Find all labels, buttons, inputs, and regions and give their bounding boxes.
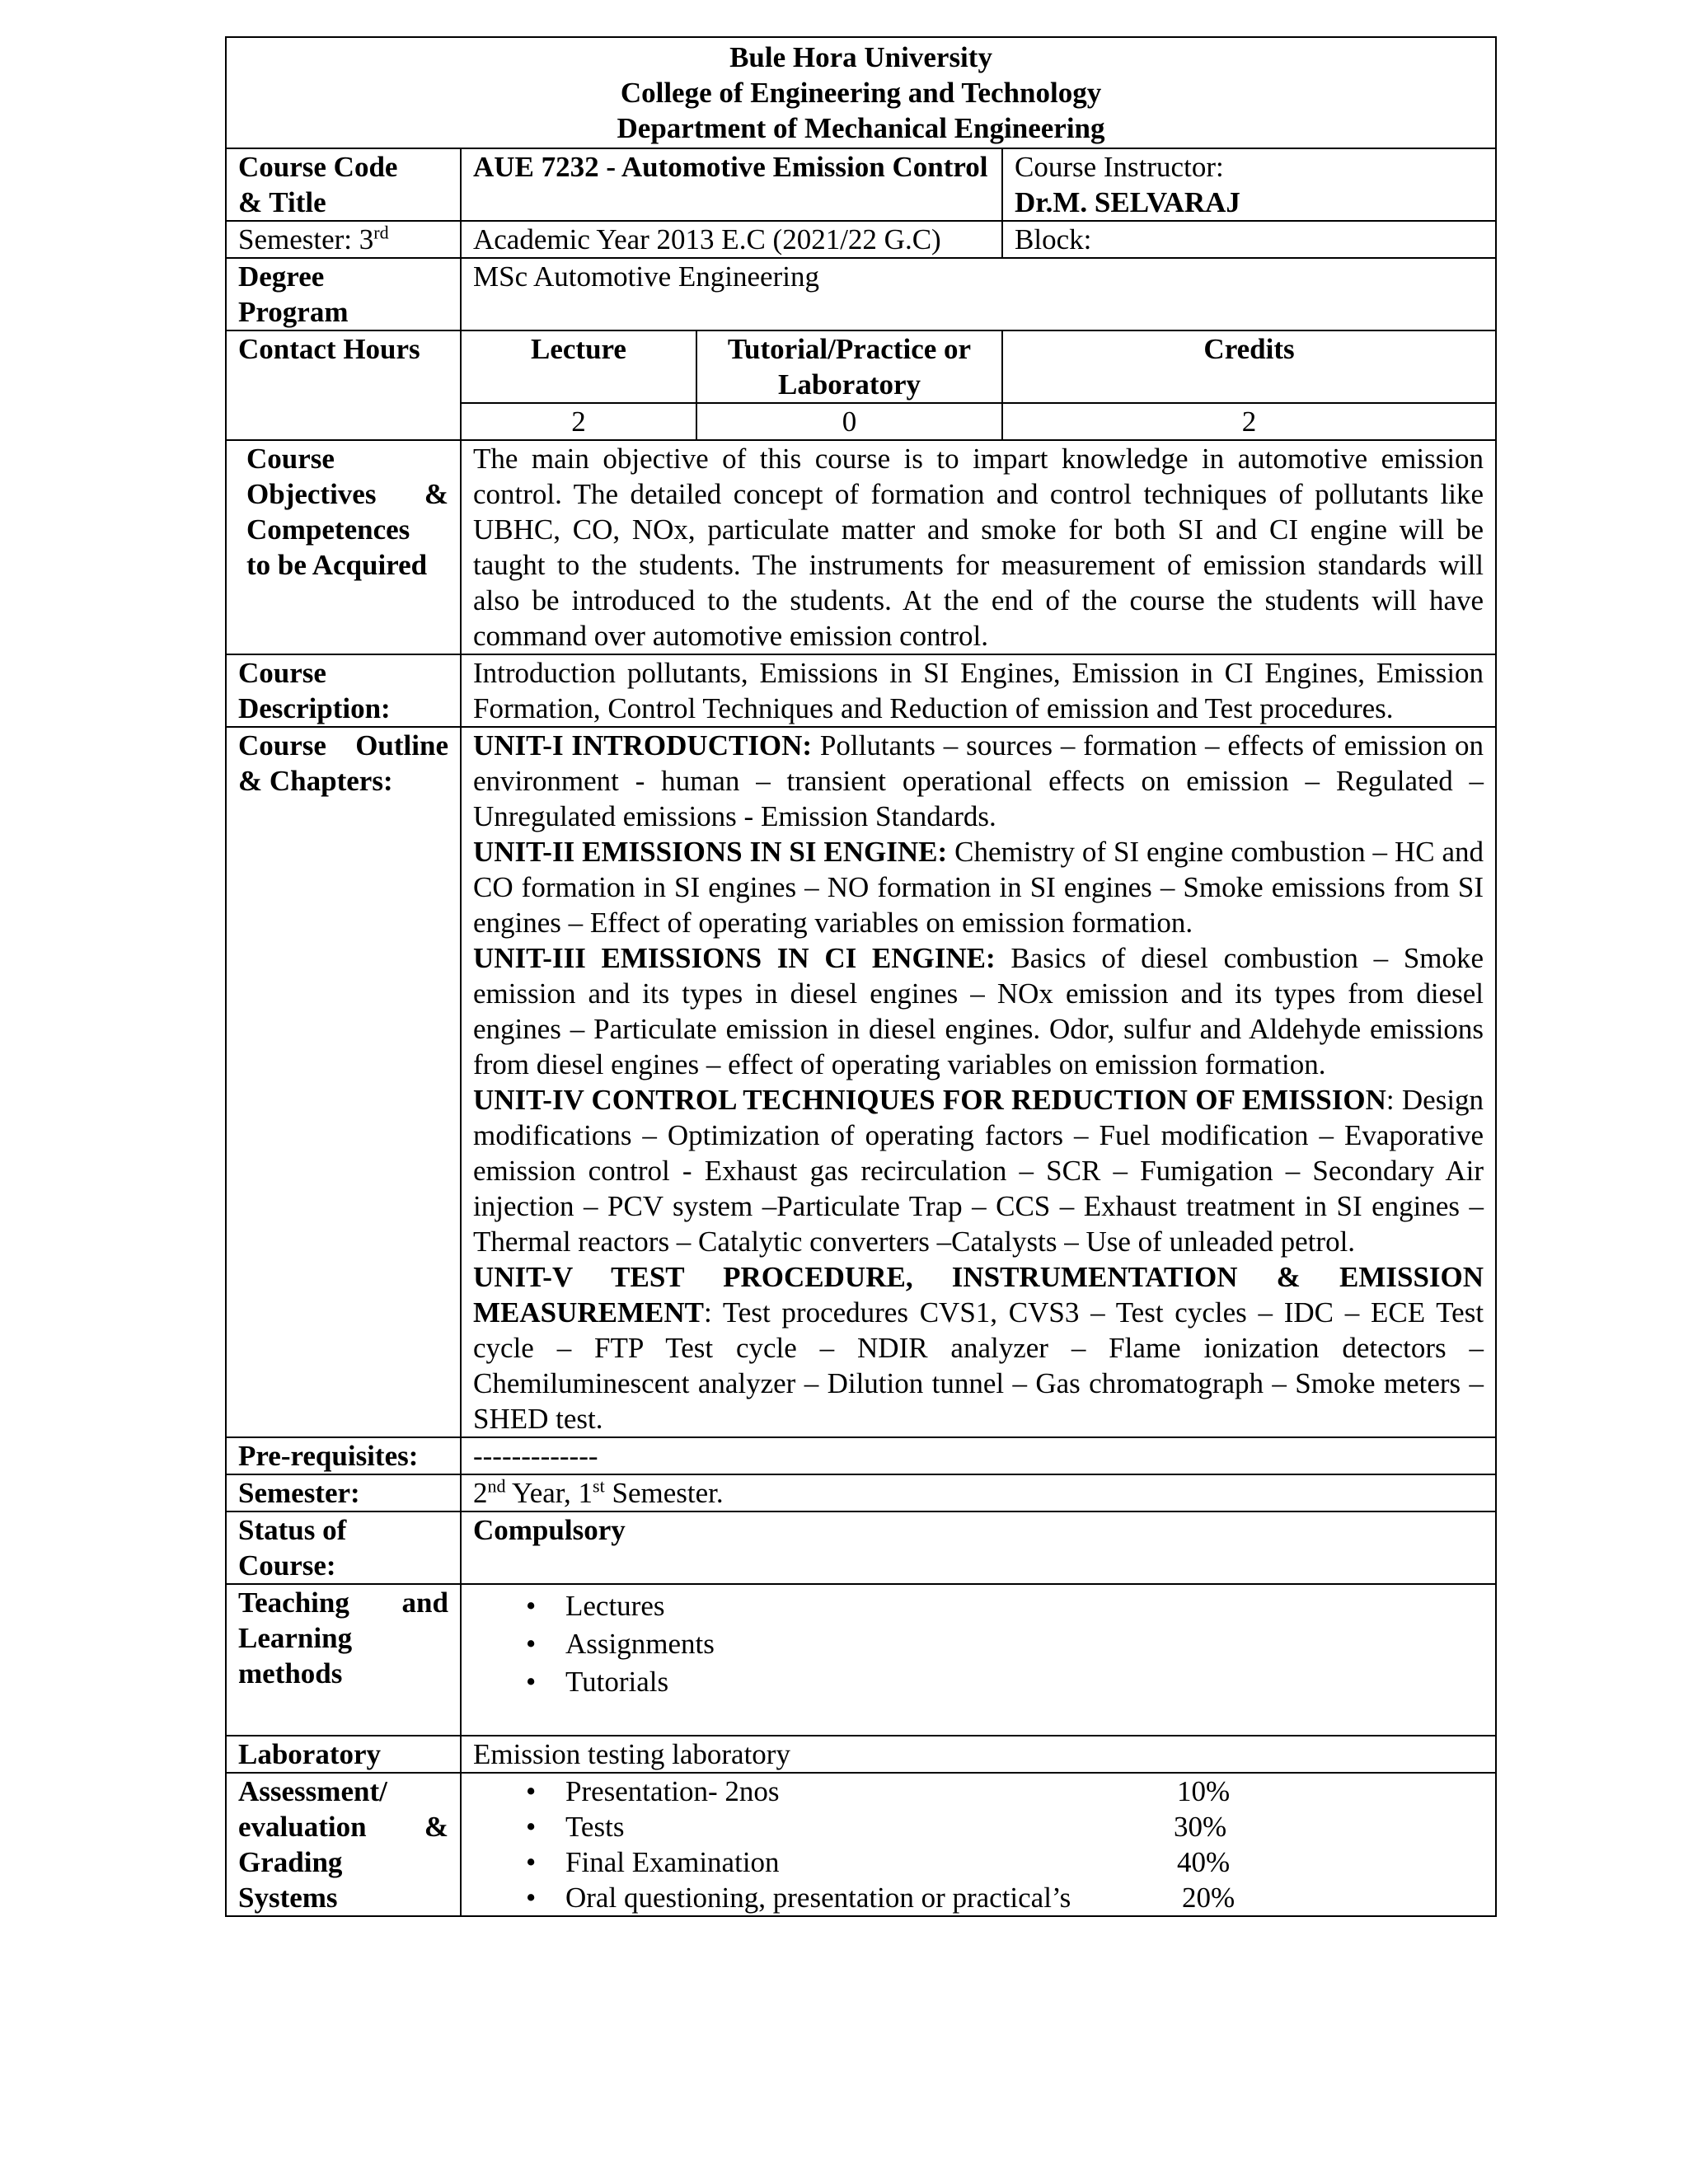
assessment-item-weight: 30% [1174, 1811, 1227, 1843]
contact-hours-header-row [226, 330, 1496, 403]
prerequisites-label: Pre-requisites: [226, 1437, 461, 1474]
outline-label-line1: Course Outline [238, 729, 448, 762]
header-row [226, 37, 1496, 148]
outline-units [461, 727, 1496, 1437]
degree-value: MSc Automotive Engineering [461, 258, 1496, 330]
semester-year-num: 2 [473, 1477, 488, 1509]
credits-header: Credits [1002, 330, 1496, 403]
objectives-label [226, 440, 461, 654]
semester-row [226, 1474, 1496, 1511]
outline-row [226, 727, 1496, 1437]
unit-1 [473, 728, 1484, 834]
course-instructor [1002, 148, 1496, 221]
unit-2-text: Chemistry of SI engine combustion – HC and CO formation in SI engines – NO formation in SI engines – Smoke emissions from SI engines – Effect of operating variables on emission formation. [473, 836, 1484, 939]
teaching-label-line2: Learning [238, 1622, 353, 1654]
unit-2-title: UNIT-II EMISSIONS IN SI ENGINE: [473, 836, 948, 868]
unit-3-title: UNIT-III EMISSIONS IN CI ENGINE: [473, 942, 996, 974]
prerequisites-value: ------------- [461, 1437, 1496, 1474]
assessment-items [461, 1773, 1496, 1916]
unit-4 [473, 1082, 1484, 1259]
bullet-icon: • [526, 1811, 537, 1843]
bullet-icon: • [526, 1590, 537, 1622]
bullet-icon: • [526, 1775, 537, 1807]
institution-header [226, 37, 1496, 148]
assessment-label-line2: evaluation & [238, 1811, 448, 1843]
semester-label-text: Semester: 3 [238, 223, 374, 255]
course-table [225, 36, 1497, 1917]
teaching-methods-list [473, 1588, 1484, 1699]
teaching-method-tutorials: Tutorials [565, 1666, 669, 1698]
list-item [526, 1880, 1484, 1915]
laboratory-label: Laboratory [226, 1736, 461, 1773]
status-label [226, 1511, 461, 1584]
laboratory-row [226, 1736, 1496, 1773]
assessment-item-name: Oral questioning, presentation or practical’s [565, 1882, 1071, 1914]
assessment-item-name: Tests [565, 1811, 625, 1843]
assessment-item-name: Presentation- 2nos [565, 1775, 780, 1807]
assessment-item-weight: 10% [1177, 1775, 1231, 1807]
teaching-label-line1: Teaching and [238, 1586, 448, 1619]
outline-label-line2: & Chapters: [238, 765, 393, 797]
degree-label-line1: Degree [238, 260, 325, 293]
lecture-value: 2 [461, 403, 696, 440]
degree-row [226, 258, 1496, 330]
tutorial-header: Tutorial/Practice or Laboratory [696, 330, 1002, 403]
course-code-row [226, 148, 1496, 221]
list-item [526, 1626, 1484, 1661]
semester-year-word: Year, 1 [505, 1477, 593, 1509]
status-label-line2: Course: [238, 1549, 336, 1582]
bullet-icon: • [526, 1846, 537, 1878]
assessment-item-name: Final Examination [565, 1846, 780, 1878]
objectives-label-line4: to be Acquired [246, 549, 428, 581]
teaching-method-assignments: Assignments [565, 1628, 715, 1660]
semester-row-label: Semester: [226, 1474, 461, 1511]
course-code-label-line2: & Title [238, 186, 326, 218]
list-item [526, 1664, 1484, 1699]
lecture-header: Lecture [461, 330, 696, 403]
unit-3-text: Basics of diesel combustion – Smoke emission and its types in diesel engines – NOx emission and its types from diesel engines – Particulate emission in diesel engines. Odor, sulfur and Aldehyde emissions from diesel engines – effect of operating variables on emission formation. [473, 942, 1484, 1080]
assessment-label-line3: Grading [238, 1846, 343, 1878]
unit-5-title: UNIT-V TEST PROCEDURE, INSTRUMENTATION & EMISSION MEASUREMENT [473, 1261, 1484, 1329]
degree-label-line2: Program [238, 296, 349, 328]
course-code-label [226, 148, 461, 221]
unit-4-text: : Design modifications – Optimization of operating factors – Fuel modification – Evaporative emission control - Exhaust gas recirculation – SCR – Fumigation – Secondary Air injection – PCV system –Particulate Trap – CCS – Exhaust treatment in SI engines –Thermal reactors – Catalytic converters –Catalysts – Use of unleaded petrol. [473, 1084, 1484, 1258]
teaching-methods [461, 1584, 1496, 1736]
outline-label [226, 727, 461, 1437]
semester-year-sup: nd [487, 1475, 506, 1497]
unit-5 [473, 1259, 1484, 1436]
description-label-line1: Course [238, 657, 326, 689]
semester-sem-word: Semester. [604, 1477, 724, 1509]
university-name: Bule Hora University [729, 41, 992, 73]
objectives-label-line2: Objectives & [246, 478, 448, 510]
description-text: Introduction pollutants, Emissions in SI Engines, Emission in CI Engines, Emission Formation, Control Techniques and Reduction of emission and Test procedures. [461, 654, 1496, 727]
block-label: Block: [1002, 221, 1496, 258]
laboratory-value: Emission testing laboratory [461, 1736, 1496, 1773]
objectives-label-line3: Competences [246, 513, 410, 546]
bullet-icon: • [526, 1628, 537, 1660]
semester-year-row [226, 221, 1496, 258]
objectives-label-line1: Course [246, 443, 335, 475]
description-label [226, 654, 461, 727]
semester-value [461, 1474, 1496, 1511]
list-item [526, 1809, 1484, 1844]
tutorial-value: 0 [696, 403, 1002, 440]
unit-3 [473, 940, 1484, 1082]
assessment-item-weight: 40% [1177, 1846, 1231, 1878]
assessment-list [473, 1774, 1484, 1915]
status-row [226, 1511, 1496, 1584]
unit-1-title: UNIT-I INTRODUCTION: [473, 729, 813, 762]
bullet-icon: • [526, 1882, 537, 1914]
course-syllabus-sheet [225, 36, 1495, 1917]
list-item [526, 1588, 1484, 1624]
unit-5-text: : Test procedures CVS1, CVS3 – Test cycles – IDC – ECE Test cycle – FTP Test cycle – NDIR analyzer – Flame ionization detectors – Chemiluminescent analyzer – Dilution tunnel – Gas chromatograph – Smoke meters –SHED test. [473, 1296, 1484, 1435]
instructor-name: Dr.M. SELVARAJ [1015, 186, 1240, 218]
list-item [526, 1774, 1484, 1809]
semester-label [226, 221, 461, 258]
status-label-line1: Status of [238, 1514, 347, 1546]
degree-label [226, 258, 461, 330]
prerequisites-row [226, 1437, 1496, 1474]
department-name: Department of Mechanical Engineering [617, 112, 1105, 144]
spacer [473, 1699, 1484, 1735]
course-code-label-line1: Course Code [238, 151, 398, 183]
teaching-row [226, 1584, 1496, 1736]
unit-1-text: Pollutants – sources – formation – effects of emission on environment - human – transient operational effects on emission – Regulated – Unregulated emissions - Emission Standards. [473, 729, 1484, 832]
assessment-item-weight: 20% [1182, 1882, 1236, 1914]
assessment-label-line1: Assessment/ [238, 1775, 387, 1807]
objectives-text: The main objective of this course is to impart knowledge in automotive emission control. The detailed concept of formation and control techniques of pollutants like UBHC, CO, NOx, particulate matter and smoke for both SI and CI engine will be taught to the students. The instruments for measurement of emission standards will also be introduced to the students. At the end of the course the students will have command over automotive emission control. [461, 440, 1496, 654]
objectives-row [226, 440, 1496, 654]
teaching-label-line3: methods [238, 1657, 343, 1690]
course-code-value: AUE 7232 - Automotive Emission Control [461, 148, 1002, 221]
description-row [226, 654, 1496, 727]
unit-2 [473, 834, 1484, 940]
academic-year: Academic Year 2013 E.C (2021/22 G.C) [461, 221, 1002, 258]
unit-4-title: UNIT-IV CONTROL TECHNIQUES FOR REDUCTION OF EMISSION [473, 1084, 1386, 1116]
status-value: Compulsory [461, 1511, 1496, 1584]
assessment-label [226, 1773, 461, 1916]
teaching-label [226, 1584, 461, 1736]
assessment-row [226, 1773, 1496, 1916]
assessment-label-line4: Systems [238, 1882, 338, 1914]
teaching-method-lectures: Lectures [565, 1590, 665, 1622]
college-name: College of Engineering and Technology [620, 77, 1102, 109]
semester-label-sup: rd [373, 222, 389, 243]
semester-sem-sup: st [593, 1475, 605, 1497]
list-item [526, 1844, 1484, 1880]
instructor-label: Course Instructor: [1015, 151, 1224, 183]
credits-value: 2 [1002, 403, 1496, 440]
contact-hours-label: Contact Hours [226, 330, 461, 440]
bullet-icon: • [526, 1666, 537, 1698]
description-label-line2: Description: [238, 692, 391, 724]
